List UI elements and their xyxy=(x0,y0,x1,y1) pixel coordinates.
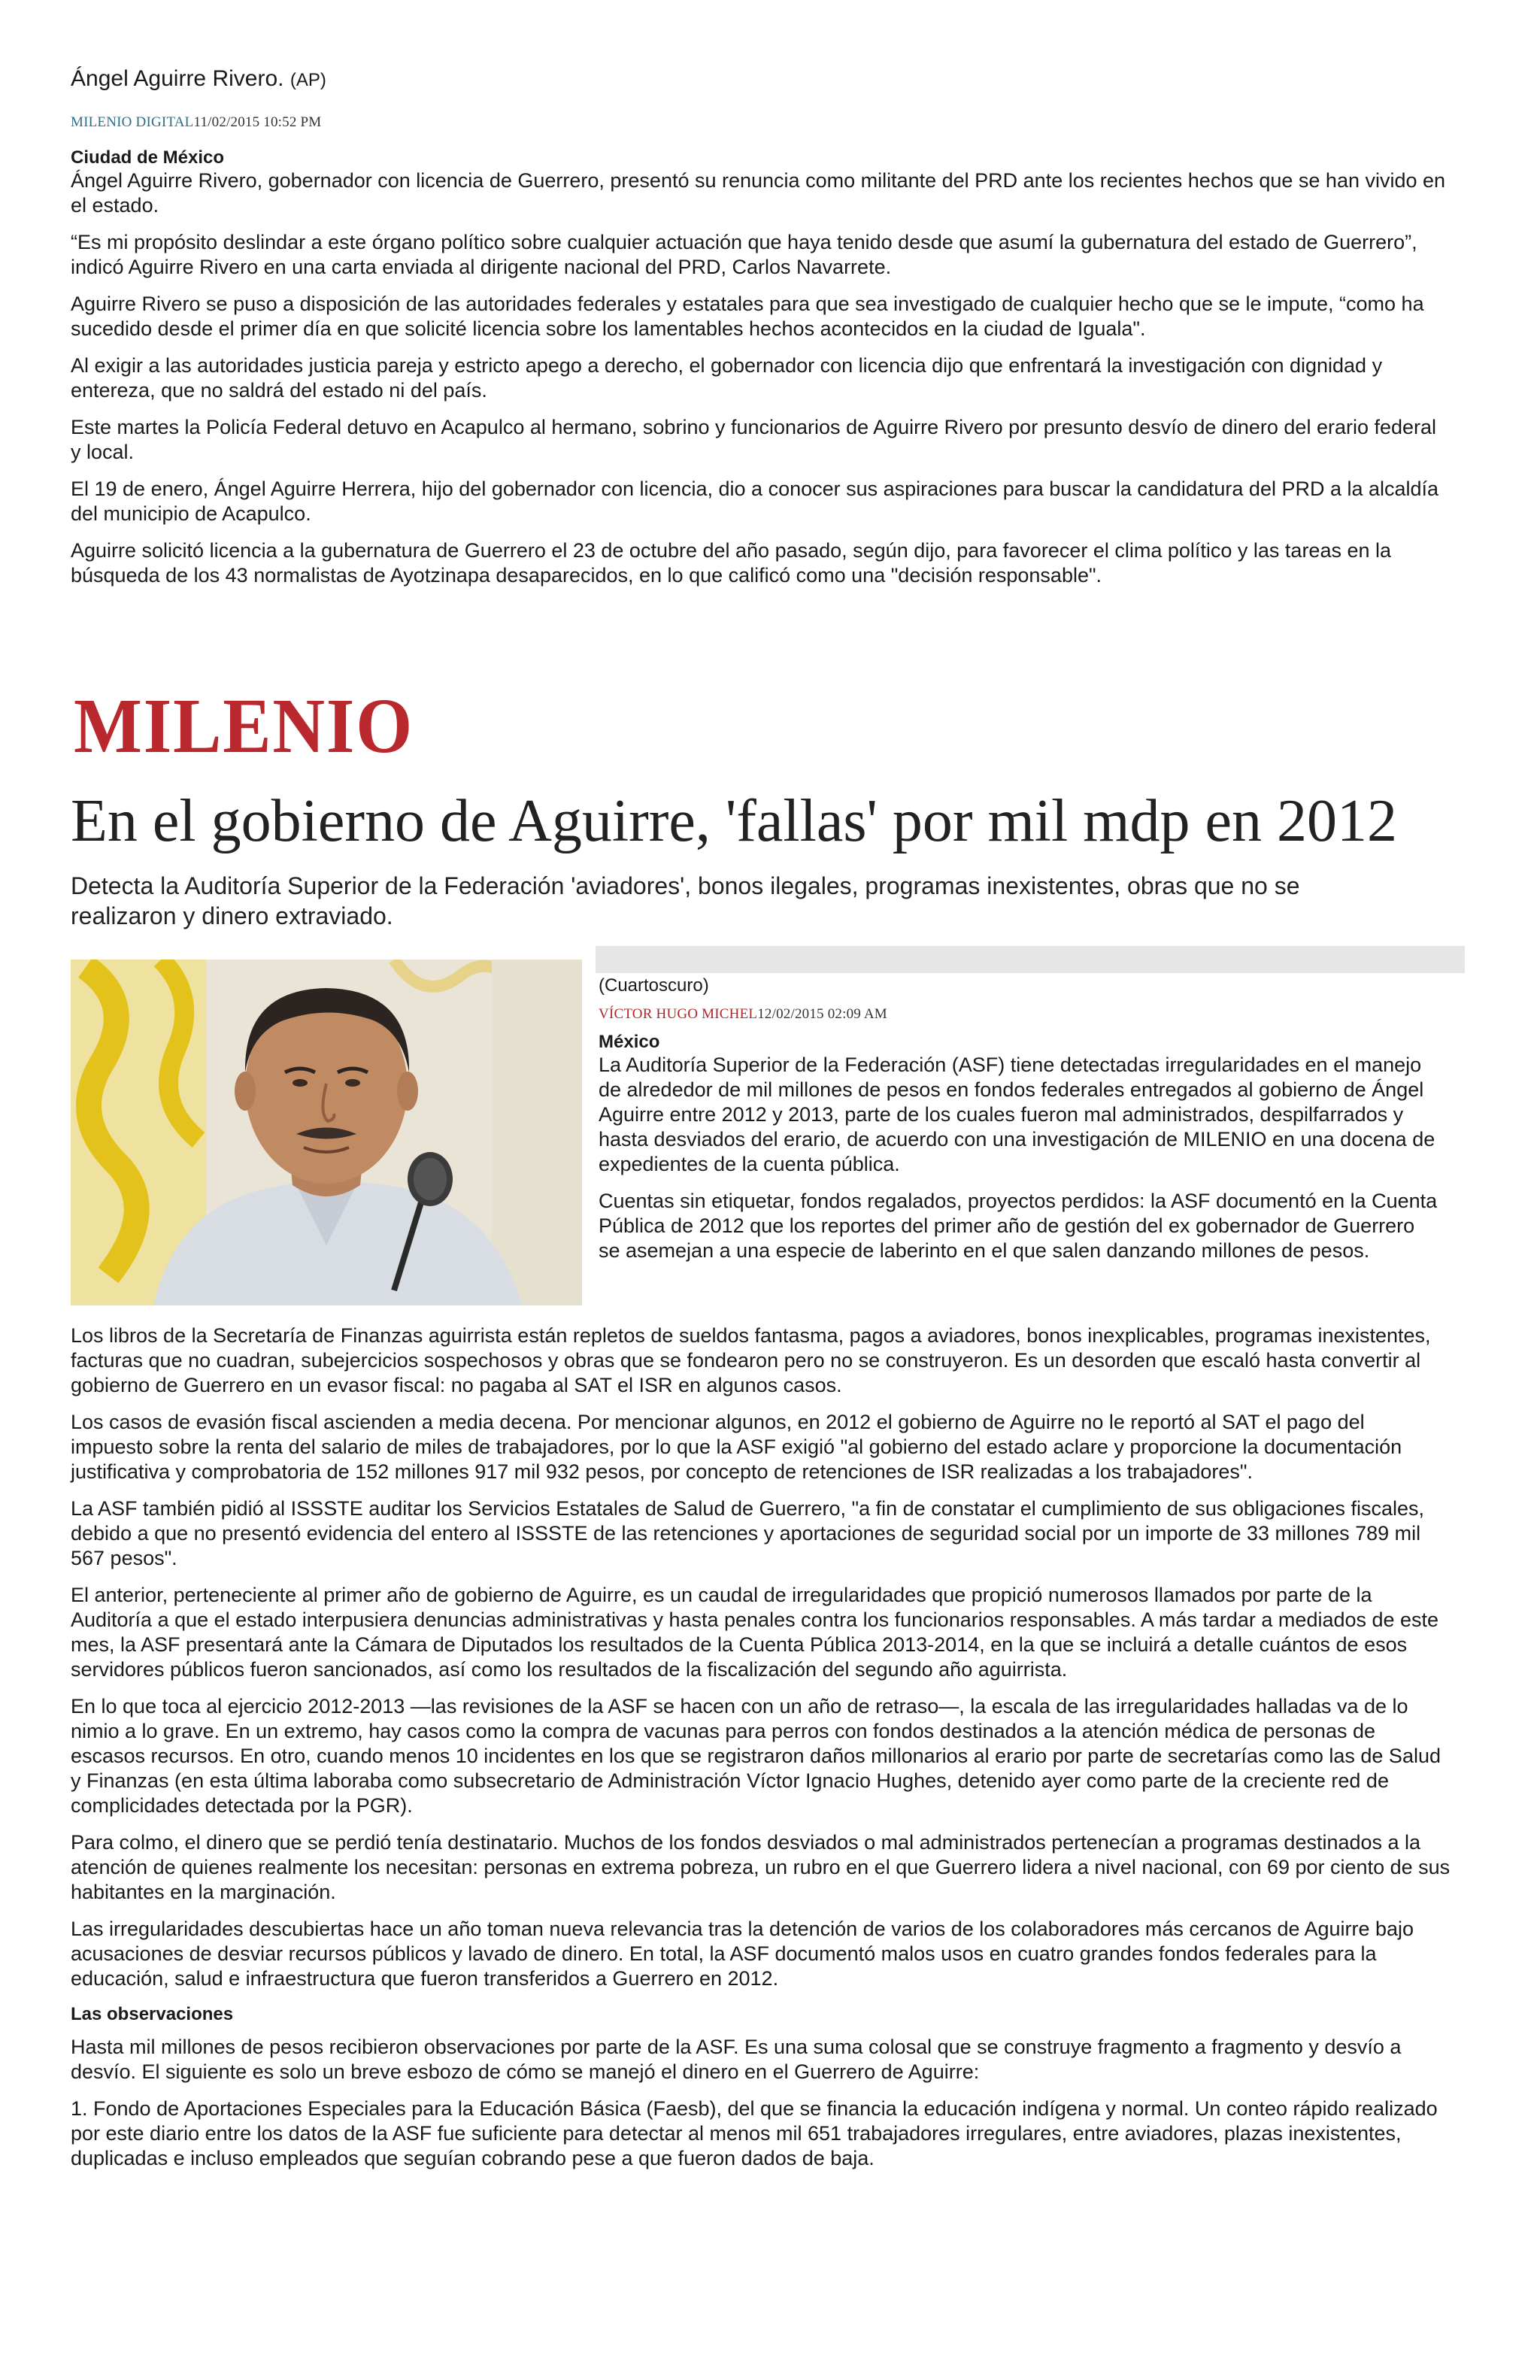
article-dek: Detecta la Auditoría Superior de la Federación 'aviadores', bonos ilegales, programas inexistentes, obras que no se realizaron y dinero extraviado. xyxy=(71,872,1300,929)
article-photo xyxy=(71,960,582,1305)
main-article-body xyxy=(71,1323,1451,2183)
caption-name: Ángel Aguirre Rivero. xyxy=(71,66,284,91)
paragraph: La Auditoría Superior de la Federación (ASF) tiene detectadas irregularidades en el manejo de alrededor de mil millones de pesos en fondos federales entregados al gobierno de Ángel Aguirre entre 2012 y 2013, parte de los cuales fueron mal administrados, despilfarrados y hasta desviados del erario, de acuerdo con una investigación de MILENIO en una docena de expedientes de la cuenta pública. xyxy=(599,1054,1435,1175)
milenio-logo xyxy=(72,683,418,767)
photo-credit: (Cuartoscuro) xyxy=(599,975,709,996)
paragraph: Hasta mil millones de pesos recibieron observaciones por parte de la ASF. Es una suma colosal que se construye fragmento a fragmento y desvío a desvío. El siguiente es solo un breve esbozo de cómo se manejó el dinero en el Guerrero de Aguirre: xyxy=(71,2036,1402,2083)
top-byline xyxy=(71,114,321,131)
paragraph: Aguirre Rivero se puso a disposición de las autoridades federales y estatales para que sea investigado de cualquier hecho que se le impute, “como ha sucedido desde el primer día en que solicité licencia sobre los lamentables hechos acontecidos en la ciudad de Iguala". xyxy=(71,293,1424,340)
paragraph: Este martes la Policía Federal detuvo en Acapulco al hermano, sobrino y funcionarios de Aguirre Rivero por presunto desvío de dinero del erario federal y local. xyxy=(71,416,1437,463)
byline-author[interactable]: VÍCTOR HUGO MICHEL xyxy=(599,1006,758,1022)
paragraph: Los casos de evasión fiscal ascienden a media decena. Por mencionar algunos, en 2012 el gobierno de Aguirre no le reportó al SAT el pago del impuesto sobre la renta del salario de miles de trabajadores, por lo que la ASF exigió "al gobierno del estado aclare y proporcione la documentación justificativa y comprobatoria de 152 millones 917 mil 932 pesos, por concepto de retenciones de ISR realizadas a los trabajadores". xyxy=(71,1411,1402,1483)
dateline: Ciudad de México xyxy=(71,147,225,168)
paragraph: Las irregularidades descubiertas hace un año toman nueva relevancia tras la detención de varios de los colaboradores más cercanos de Aguirre bajo acusaciones de desviar recursos públicos y lavado de dinero. En total, la ASF documentó malos usos en cuatro grandes fondos federales para la educación, salud e infraestructura que fueron transferidos a Guerrero en 2012. xyxy=(71,1918,1414,1990)
photo-caption xyxy=(71,66,326,92)
paragraph: El 19 de enero, Ángel Aguirre Herrera, hijo del gobernador con licencia, dio a conocer sus aspiraciones para buscar la candidatura del PRD a la alcaldía del municipio de Acapulco. xyxy=(71,478,1439,525)
governor-portrait-image xyxy=(71,960,582,1305)
right-column xyxy=(599,970,1441,1275)
paragraph: 1. Fondo de Aportaciones Especiales para la Educación Básica (Faesb), del que se financia la educación indígena y normal. Un conteo rápido realizado por este diario entre los datos de la ASF fue suficiente para detectar al menos mil 651 trabajadores irregulares, entre aviadores, plazas inexistentes, duplicadas e incluso empleados que seguían cobrando pese a que fueron dados de baja. xyxy=(71,2097,1438,2169)
paragraph: Para colmo, el dinero que se perdió tenía destinatario. Muchos de los fondos desviados o mal administrados pertenecían a programas destinados a la atención de quienes realmente los necesitan: personas en extrema pobreza, un rubro en el que Guerrero lidera a nivel nacional, con 69 por ciento de sus habitantes en la marginación. xyxy=(71,1831,1451,1903)
paragraph: “Es mi propósito deslindar a este órgano político sobre cualquier actuación que haya tenido desde que asumí la gubernatura del estado de Guerrero”, indicó Aguirre Rivero en una carta enviada al dirigente nacional del PRD, Carlos Navarrete. xyxy=(71,231,1417,278)
paragraph: La ASF también pidió al ISSSTE auditar los Servicios Estatales de Salud de Guerrero, "a fin de constatar el cumplimiento de sus obligaciones fiscales, debido a que no presentó evidencia del entero al ISSSTE de las retenciones y aportaciones de seguridad social por un importe de 33 millones 789 mil 567 pesos". xyxy=(71,1497,1425,1569)
byline-date: 12/02/2015 02:09 AM xyxy=(757,1006,887,1022)
photo-caption-bar xyxy=(596,946,1465,973)
dateline: México xyxy=(599,1032,660,1052)
paragraph: Ángel Aguirre Rivero, gobernador con licencia de Guerrero, presentó su renuncia como militante del PRD ante los recientes hechos que se han vivido en el estado. xyxy=(71,169,1446,217)
paragraph: Cuentas sin etiquetar, fondos regalados, proyectos perdidos: la ASF documentó en la Cuenta Pública de 2012 que los reportes del primer año de gestión del ex gobernador de Guerrero se asemejan a una especie de laberinto en el que salen danzando millones de pesos. xyxy=(599,1190,1438,1262)
paragraph: Aguirre solicitó licencia a la gubernatura de Guerrero el 23 de octubre del año pasado, según dijo, para favorecer el clima político y las tareas en la búsqueda de los 43 normalistas de Ayotzinapa desaparecidos, en lo que calificó como una "decisión responsable". xyxy=(71,539,1392,587)
byline-date: 11/02/2015 10:52 PM xyxy=(193,114,322,130)
paragraph: El anterior, perteneciente al primer año de gobierno de Aguirre, es un caudal de irregularidades que propició numerosos llamados por parte de la Auditoría a que el estado interpusiera denuncias administrativas y hasta penales contra los funcionarios responsables. A más tardar a mediados de este mes, la ASF presentará ante la Cámara de Diputados los resultados de la Cuenta Pública 2013-2014, en la que se incluirá a detalle cuántos de esos servidores públicos fueron sancionados, así como los resultados de la fiscalización del segundo año aguirrista. xyxy=(71,1584,1439,1681)
top-article-body xyxy=(71,147,1447,600)
main-byline xyxy=(599,1006,1441,1023)
article-headline: En el gobierno de Aguirre, 'fallas' por mil mdp en 2012 xyxy=(71,788,1397,854)
caption-credit: (AP) xyxy=(290,70,326,90)
logo-text: MILENIO xyxy=(74,683,414,767)
paragraph: Los libros de la Secretaría de Finanzas aguirrista están repletos de sueldos fantasma, pagos a aviadores, bonos inexplicables, programas inexistentes, facturas que no cuadran, subejercicios sospechosos y obras que se fondearon pero no se construyeron. Es un desorden que escaló hasta convertir al gobierno de Guerrero en un evasor fiscal: no pagaba al SAT el ISR en algunos casos. xyxy=(71,1324,1431,1396)
paragraph: En lo que toca al ejercicio 2012-2013 —las revisiones de la ASF se hacen con un año de retraso—, la escala de las irregularidades halladas va de lo nimio a lo grave. En un extremo, hay casos como la compra de vacunas para perros con fondos destinados a la atención médica de personas de escasos recursos. En otro, cuando menos 10 incidentes en los que se registraron daños millonarios al erario por parte de secretarías como las de Salud y Finanzas (en esta última laboraba como subsecretario de Administración Víctor Ignacio Hughes, detenido ayer como parte de la creciente red de complicidades detectada por la PGR). xyxy=(71,1695,1441,1817)
section-heading: Las observaciones xyxy=(71,2004,234,2024)
paragraph: Al exigir a las autoridades justicia pareja y estricto apego a derecho, el gobernador con licencia dijo que enfrentará la investigación con dignidad y entereza, que no saldrá del estado ni del país. xyxy=(71,354,1383,402)
byline-author[interactable]: MILENIO DIGITAL xyxy=(71,114,194,130)
